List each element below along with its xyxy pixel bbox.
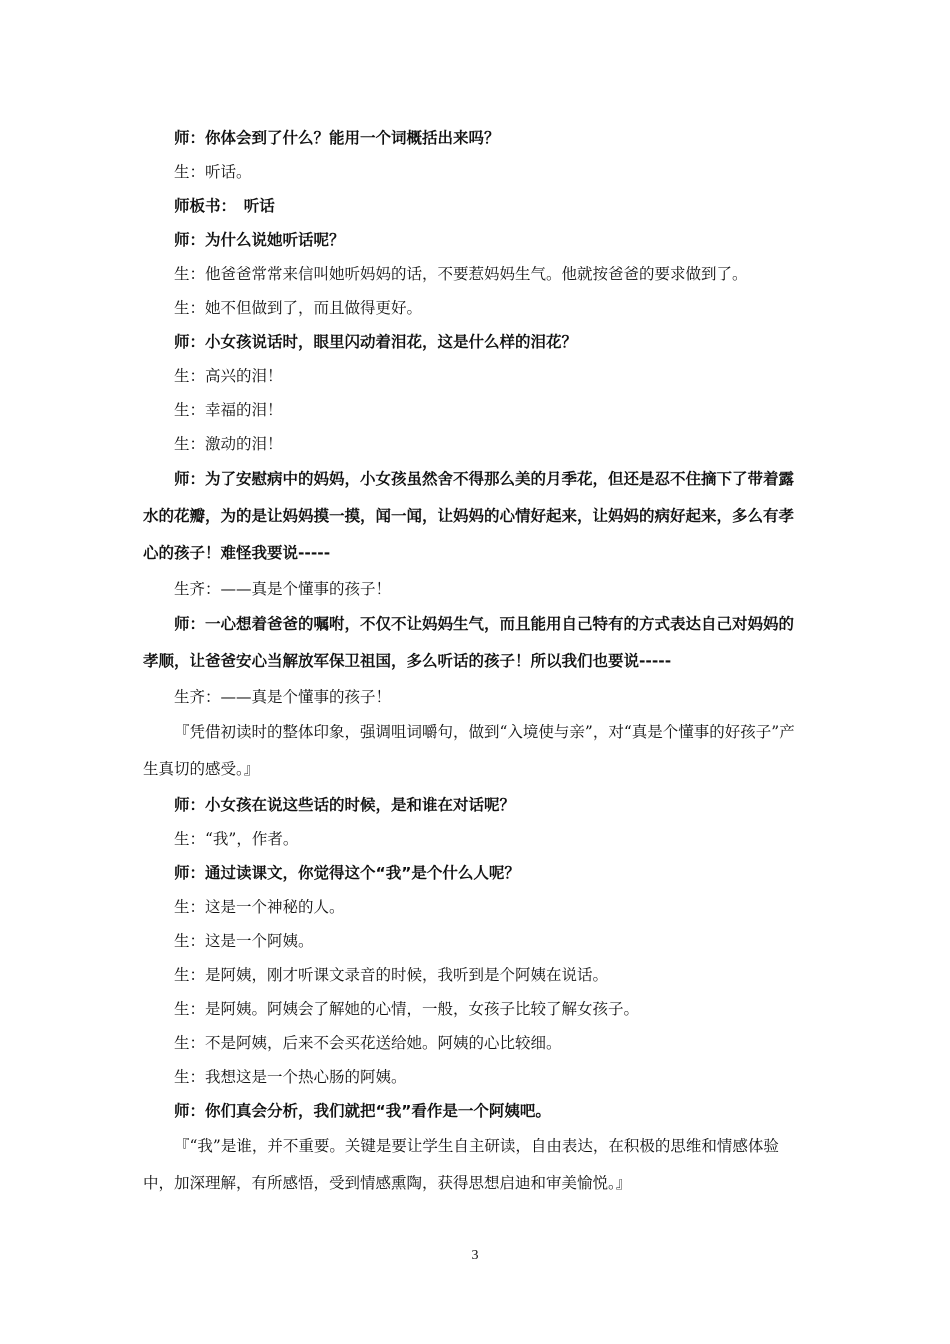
student-line: 生：他爸爸常常来信叫她听妈妈的话，不要惹妈妈生气。他就按爸爸的要求做到了。: [174, 265, 748, 283]
student-line: 生：她不但做到了，而且做得更好。: [174, 299, 423, 317]
student-line: 生：幸福的泪！: [174, 401, 283, 419]
student-line: 生：“我”，作者。: [174, 830, 299, 848]
teacher-line: 师：小女孩说话时，眼里闪动着泪花，这是什么样的泪花？: [174, 333, 578, 351]
student-line: 生：是阿姨。阿姨会了解她的心情，一般，女孩子比较了解女孩子。: [174, 1000, 640, 1018]
teacher-line: 师：为什么说她听话呢？: [174, 231, 345, 249]
student-line: 生：这是一个神秘的人。: [174, 898, 345, 916]
teacher-board-note: 师板书： 听话: [174, 197, 275, 215]
page-number: 3: [471, 1248, 479, 1263]
student-line: 生：听话。: [174, 163, 252, 181]
teacher-line: 师：为了安慰病中的妈妈，小女孩虽然舍不得那么美的月季花，但还是忍不住摘下了带着露水的花瓣，为的是让妈妈摸一摸，闻一闻，让妈妈的心情好起来，让妈妈的病好起来，多么有孝心的孩子！难怪我要说-----: [143, 470, 795, 562]
teacher-line: 师：你们真会分析，我们就把“我”看作是一个阿姨吧。: [174, 1102, 551, 1120]
students-chorus-line: 生齐：——真是个懂事的孩子！: [174, 688, 392, 706]
commentary-note: 『“我”是谁，并不重要。关键是要让学生自主研读，自由表达，在积极的思维和情感体验中，加深理解，有所感悟，受到情感熏陶，获得思想启迪和审美愉悦。』: [143, 1137, 779, 1192]
commentary-note: 『凭借初读时的整体印象，强调咀词嚼句，做到“入境使与亲”，对“真是个懂事的好孩子”产生真切的感受。』: [143, 723, 795, 778]
student-line: 生：我想这是一个热心肠的阿姨。: [174, 1068, 407, 1086]
students-chorus-line: 生齐：——真是个懂事的孩子！: [174, 580, 392, 598]
teacher-line: 师：你体会到了什么？能用一个词概括出来吗？: [174, 129, 500, 147]
student-line: 生：是阿姨，刚才听课文录音的时候，我听到是个阿姨在说话。: [174, 966, 609, 984]
teacher-line: 师：一心想着爸爸的嘱咐，不仅不让妈妈生气，而且能用自己特有的方式表达自己对妈妈的孝顺，让爸爸安心当解放军保卫祖国，多么听话的孩子！所以我们也要说-----: [143, 615, 795, 670]
teacher-line: 师：小女孩在说这些话的时候，是和谁在对话呢？: [174, 796, 516, 814]
teacher-line: 师：通过读课文，你觉得这个“我”是个什么人呢？: [174, 864, 520, 882]
student-line: 生：这是一个阿姨。: [174, 932, 314, 950]
lesson-transcript: [143, 121, 808, 1202]
student-line: 生：不是阿姨，后来不会买花送给她。阿姨的心比较细。: [174, 1034, 562, 1052]
student-line: 生：激动的泪！: [174, 435, 283, 453]
student-line: 生：高兴的泪！: [174, 367, 283, 385]
